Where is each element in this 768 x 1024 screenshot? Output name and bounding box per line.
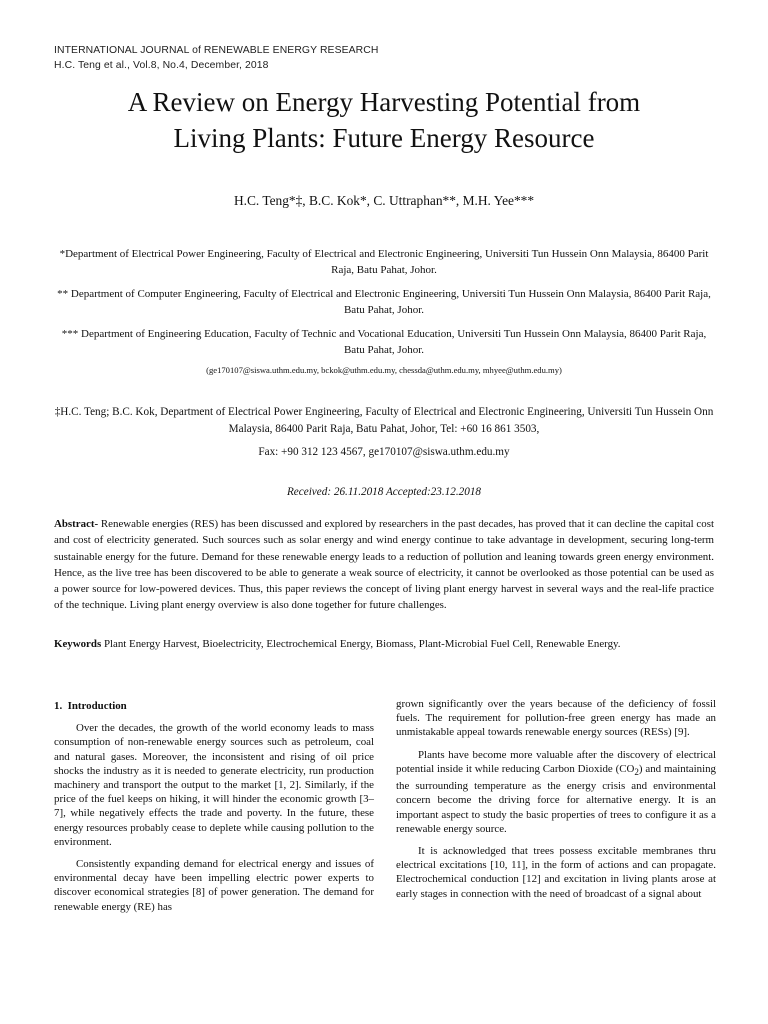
title-line-2: Living Plants: Future Energy Resource (173, 123, 595, 153)
paragraph-text: ) and maintaining the surrounding temperature as the energy crisis and environmental concern become the driving force for alternative energy. It is an important aspect to study the basic properties of trees to configure it as a renewable energy source. (396, 762, 716, 835)
section-heading: 1. Introduction (54, 700, 127, 712)
fax-line: Fax: +90 312 123 4567, ge170107@siswa.uthm.edu.my (258, 446, 510, 458)
subscript: 2 (634, 766, 639, 777)
paragraph: Over the decades, the growth of the world economy leads to mass consumption of non-renewable energy sources such as petroleum, coal and natural gases. Moreover, the inconsistent and rising of oil price shocks the industry as it is needed to generate electricity, run production machinery and transport the output to the market [1, 2]. Similarly, if the price of the fuel keeps on hiking, it will hinder the economic growth [3–7], while negatively effects the trade and poverty. In the future, these energy resources probably cease to deplete while causing pollution to the environment. (54, 722, 374, 848)
affiliation-3: *** Department of Engineering Education, Faculty of Technic and Vocational Education, Universiti Tun Hussein Onn Malaysia, 86400 Parit Raja, Batu Pahat, Johor. (61, 328, 707, 356)
paragraph: It is acknowledged that trees possess excitable membranes thru electrical excitations [10, 11], in the form of actions and can propagate. Electrochemical conduction [12] and excitation in living plants arose at early stages in connection with the need of broadcast of a signal about (396, 845, 716, 900)
paper-title (40, 84, 728, 156)
corresponding-author: ‡H.C. Teng; B.C. Kok, Department of Electrical Power Engineering, Faculty of Electrical and Electronic Engineering, Universiti Tun Hussein Onn Malaysia, 86400 Parit Raja, Batu Pahat, Johor, Tel: +60 16 861 3503, (54, 406, 714, 435)
abstract-text: Renewable energies (RES) has been discussed and explored by researchers in the past decades, has proved that it can decline the capital cost and cost of electricity generated. Such sources such as solar energy and wind energy continue to take advantage in development, securing long-term sustainable energy for the future. Demand for these renewable energy leads to a reduction of pollution and leaning towards green energy environment. Hence, as the live tree has been discovered to be able to generate a weak source of electricity, it cannot be overlooked as those potential can be used as a power source for low-powered devices. Thus, this paper reviews the concept of living plant energy harvest in several ways and the real-life practice of the technique. Living plant energy overview is also done together for future challenges. (54, 518, 714, 612)
paragraph (396, 748, 716, 836)
paragraph: grown significantly over the years because of the deficiency of fossil fuels. The requirement for pollution-free green energy has made an unmistakable appeal towards renewable energy sources (RESs) [9]. (396, 698, 716, 739)
abstract (54, 516, 714, 614)
affiliation-2: ** Department of Computer Engineering, Faculty of Electrical and Electronic Engineering, Universiti Tun Hussein Onn Malaysia, 86400 Parit Raja, Batu Pahat, Johor. (57, 288, 711, 316)
keywords (54, 636, 714, 652)
citation-line: H.C. Teng et al., Vol.8, No.4, December, 2018 (54, 60, 269, 71)
journal-name: INTERNATIONAL JOURNAL of RENEWABLE ENERGY RESEARCH (54, 45, 379, 56)
keywords-label: Keywords (54, 638, 102, 650)
keywords-text: Plant Energy Harvest, Bioelectricity, Electrochemical Energy, Biomass, Plant-Microbial Fuel Cell, Renewable Energy. (103, 638, 621, 650)
abstract-label: Abstract- (54, 518, 99, 530)
author-list: H.C. Teng*‡, B.C. Kok*, C. Uttraphan**, M.H. Yee*** (233, 193, 535, 208)
paragraph: Consistently expanding demand for electrical energy and issues of environmental decay have been impelling electric power experts to discover economical strategies [8] of power generation. The demand for renewable energy (RE) has (54, 858, 374, 913)
title-line-1: A Review on Energy Harvesting Potential from (127, 87, 641, 117)
author-emails: (ge170107@siswa.uthm.edu.my, bckok@uthm.edu.my, chessda@uthm.edu.my, mhyee@uthm.edu.my) (206, 365, 562, 375)
journal-header (54, 43, 378, 73)
paragraph-text: Plants have become more valuable after the discovery of electrical potential inside it while reducing Carbon Dioxide (CO (396, 748, 716, 775)
right-column (396, 697, 716, 909)
received-dates: Received: 26.11.2018 Accepted:23.12.2018 (286, 486, 482, 498)
left-column (54, 699, 374, 922)
affiliation-1: *Department of Electrical Power Engineering, Faculty of Electrical and Electronic Engineering, Universiti Tun Hussein Onn Malaysia, 86400 Parit Raja, Batu Pahat, Johor. (59, 248, 709, 276)
